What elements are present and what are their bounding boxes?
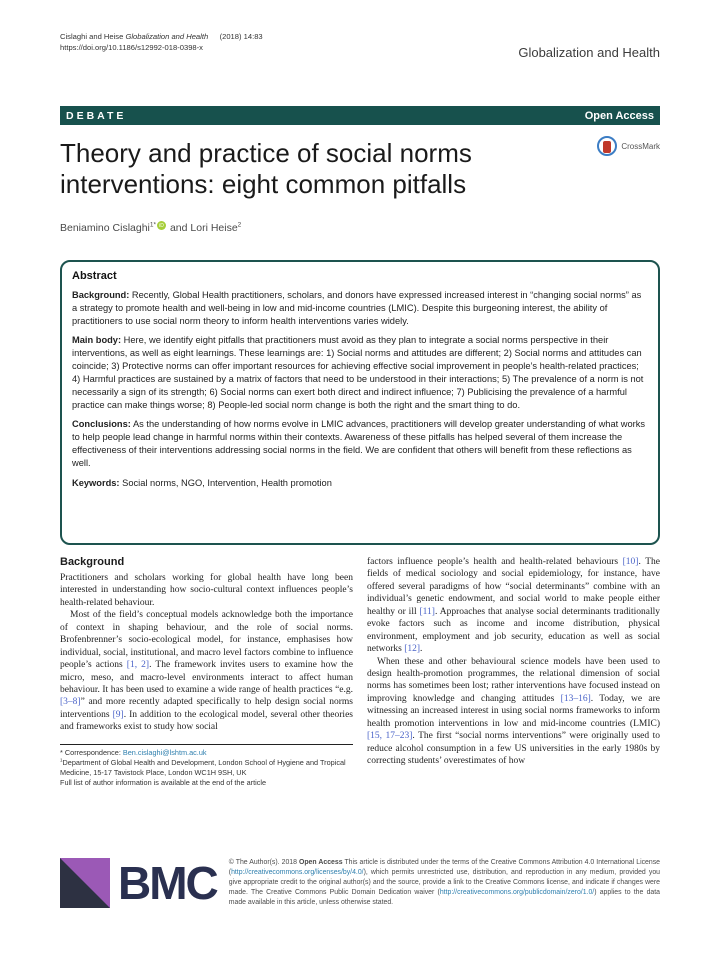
page-footer xyxy=(60,858,660,908)
crossmark-label: CrossMark xyxy=(621,141,660,151)
correspondence-line[interactable]: * Correspondence: Ben.cislaghi@lshtm.ac.uk xyxy=(60,747,207,757)
crossmark-icon xyxy=(597,136,617,156)
abstract-main-body-label: Main body: xyxy=(72,335,122,346)
abstract-background-label: Background: xyxy=(72,290,130,300)
author-line xyxy=(60,221,241,234)
body-paragraph: When these and other behavioural science models have been used to design health-promotion programmes, the relational dimension of social norms has sometimes been lost; rather interventions have focused instead on improving knowledge and changing attitudes [13–16]. Today, we are witnessing an increased interest in using social norms frameworks to inform health promotion interventions in low and mid-income countries (LMIC) [15, 17–23]. The first “social norms interventions” were originally used to reduce alcohol consumption in a few US universities in the early 1980s by correcting students’ overestimates of how xyxy=(367,656,661,766)
abstract-keywords-text: Social norms, NGO, Intervention, Health promotion xyxy=(119,477,332,488)
bmc-logo xyxy=(60,858,217,908)
left-column xyxy=(60,556,353,789)
crossmark-inner-shape xyxy=(603,141,611,153)
doi-link[interactable]: https://doi.org/10.1186/s12992-018-0398-x xyxy=(60,43,203,52)
abstract-keywords-label: Keywords: xyxy=(72,477,120,488)
open-access-label: Open Access xyxy=(584,109,654,122)
article-type-label: DEBATE xyxy=(66,109,127,122)
article-type-banner xyxy=(60,106,660,125)
abstract-box xyxy=(60,260,660,545)
body-paragraph: Practitioners and scholars working for global health have long been interested in understanding how socio-cultural context influences people’s health-related behaviour. xyxy=(60,573,353,608)
crossmark-badge[interactable] xyxy=(597,136,660,156)
citation-line: Cislaghi and Heise Globalization and Health (2018) 14:83 xyxy=(60,32,263,41)
abstract-conclusions-label: Conclusions: xyxy=(72,419,131,430)
copyright-text: © The Author(s). 2018 Open Access This article is distributed under the terms of the Creative Commons Attribution 4.0 International License (http://creativecommons.org/licenses/by/4.0/), which permits unrestricted use, distribution, and reproduction in any medium, provided you give appropriate credit to the original author(s) and the source, provide a link to the Creative Commons license, and indicate if changes were made. The Creative Commons Public Domain Dedication waiver (http://creativecommons.org/publicdomain/zero/1.0/) applies to the data made available in this article, unless otherwise stated. xyxy=(228,859,661,906)
article-title: Theory and practice of social norms interventions: eight common pitfalls xyxy=(60,138,472,199)
orcid-icon[interactable]: iD xyxy=(157,221,166,230)
body-columns xyxy=(60,556,660,789)
journal-name: Globalization and Health xyxy=(518,45,660,60)
abstract-keywords xyxy=(72,477,646,490)
footnote-divider xyxy=(60,744,353,745)
bmc-logo-text: BMC xyxy=(118,857,217,909)
body-paragraph: Most of the field’s conceptual models acknowledge both the importance of context in shaping behaviour, and the role of social norms. Brofenbrenner’s socio-ecological model, for instance, emphasises how individual, social, institutional, and macro level factors combine to influence people’s actions [1, 2]. The framework invites users to examine how the micro, meso, and macro-level environments interact to affect human behaviour. It has been used to examine a wide range of health practices “e.g. [3–8]” and more recently adapted specifically to help design social norms interventions [9]. In addition to the ecological model, several other theories and frameworks exist to study how social xyxy=(60,610,353,733)
abstract-main-body xyxy=(72,334,646,411)
affiliation-line: $^1$Department of Global Health and Development, London School of Hygiene and Tropical Medicine, 15-17 Tavistock Place, London WC1H 9SH, UK xyxy=(60,757,346,778)
author-info-note: Full list of author information is available at the end of the article xyxy=(60,778,267,788)
author-name-heise: and Lori Heise$^2$ xyxy=(167,221,242,234)
abstract-background xyxy=(72,289,646,327)
abstract-background-text: Recently, Global Health practitioners, scholars, and donors have expressed increased interest in “changing social norms” as a strategy to promote health and well-being in low and mid-income countries (LMIC). Despite this burgeoning interest, the ability of practitioners to use social norm theory to inform health interventions varies widely. xyxy=(72,290,642,326)
author-name-cislaghi: Beniamino Cislaghi$^{1*}$ xyxy=(60,221,157,234)
body-paragraph: factors influence people’s health and health-related behaviours [10]. The fields of medical sociology and social epidemiology, for instance, have offered several paradigms of how “social determinants” combine with an individual’s genetic endowment, and social world to make people either healthy or ill [11]. Approaches that analyse social determinants traditionally evoke factors such as income and income distribution, physical environment, employment and job security, education as well as social networks [12]. xyxy=(367,557,660,655)
right-column xyxy=(367,556,660,789)
section-heading-background: Background xyxy=(60,556,125,568)
abstract-conclusions xyxy=(72,418,646,469)
abstract-main-body-text: Here, we identify eight pitfalls that practitioners must avoid as they plan to integrate a social norms perspective in their interventions, as well as eight learnings. These learnings are: 1) Social norms and attitudes are different; 2) Social norms and attitudes can coincide; 3) Protective norms can offer important resources for achieving effective social improvement in people’s health-related practices; 4) Harmful practices are sustained by a matrix of factors that need to be understood in their interactions; 5) The prevalence of a norm is not necessarily a sign of its strength; 6) Social norms can exert both direct and indirect influence; 7) Publicising the prevalence of a harmful practice can make things worse; 8) People-led social norm change is both the right and the smart thing to do. xyxy=(72,335,644,410)
citation-block xyxy=(60,31,263,53)
bmc-logo-icon xyxy=(60,858,110,908)
abstract-conclusions-text: As the understanding of how norms evolve in LMIC advances, practitioners will develop greater understanding of what works to help people lead change in harmful norms within their contexts. Awareness of these pitfalls has helped several of them increase the effectiveness of their interventions addressing social norms in the field. We are confident that others will benefit from these reflections as well. xyxy=(72,419,646,468)
abstract-heading: Abstract xyxy=(72,270,117,282)
footnote-block xyxy=(60,744,353,789)
page-header xyxy=(60,31,660,60)
